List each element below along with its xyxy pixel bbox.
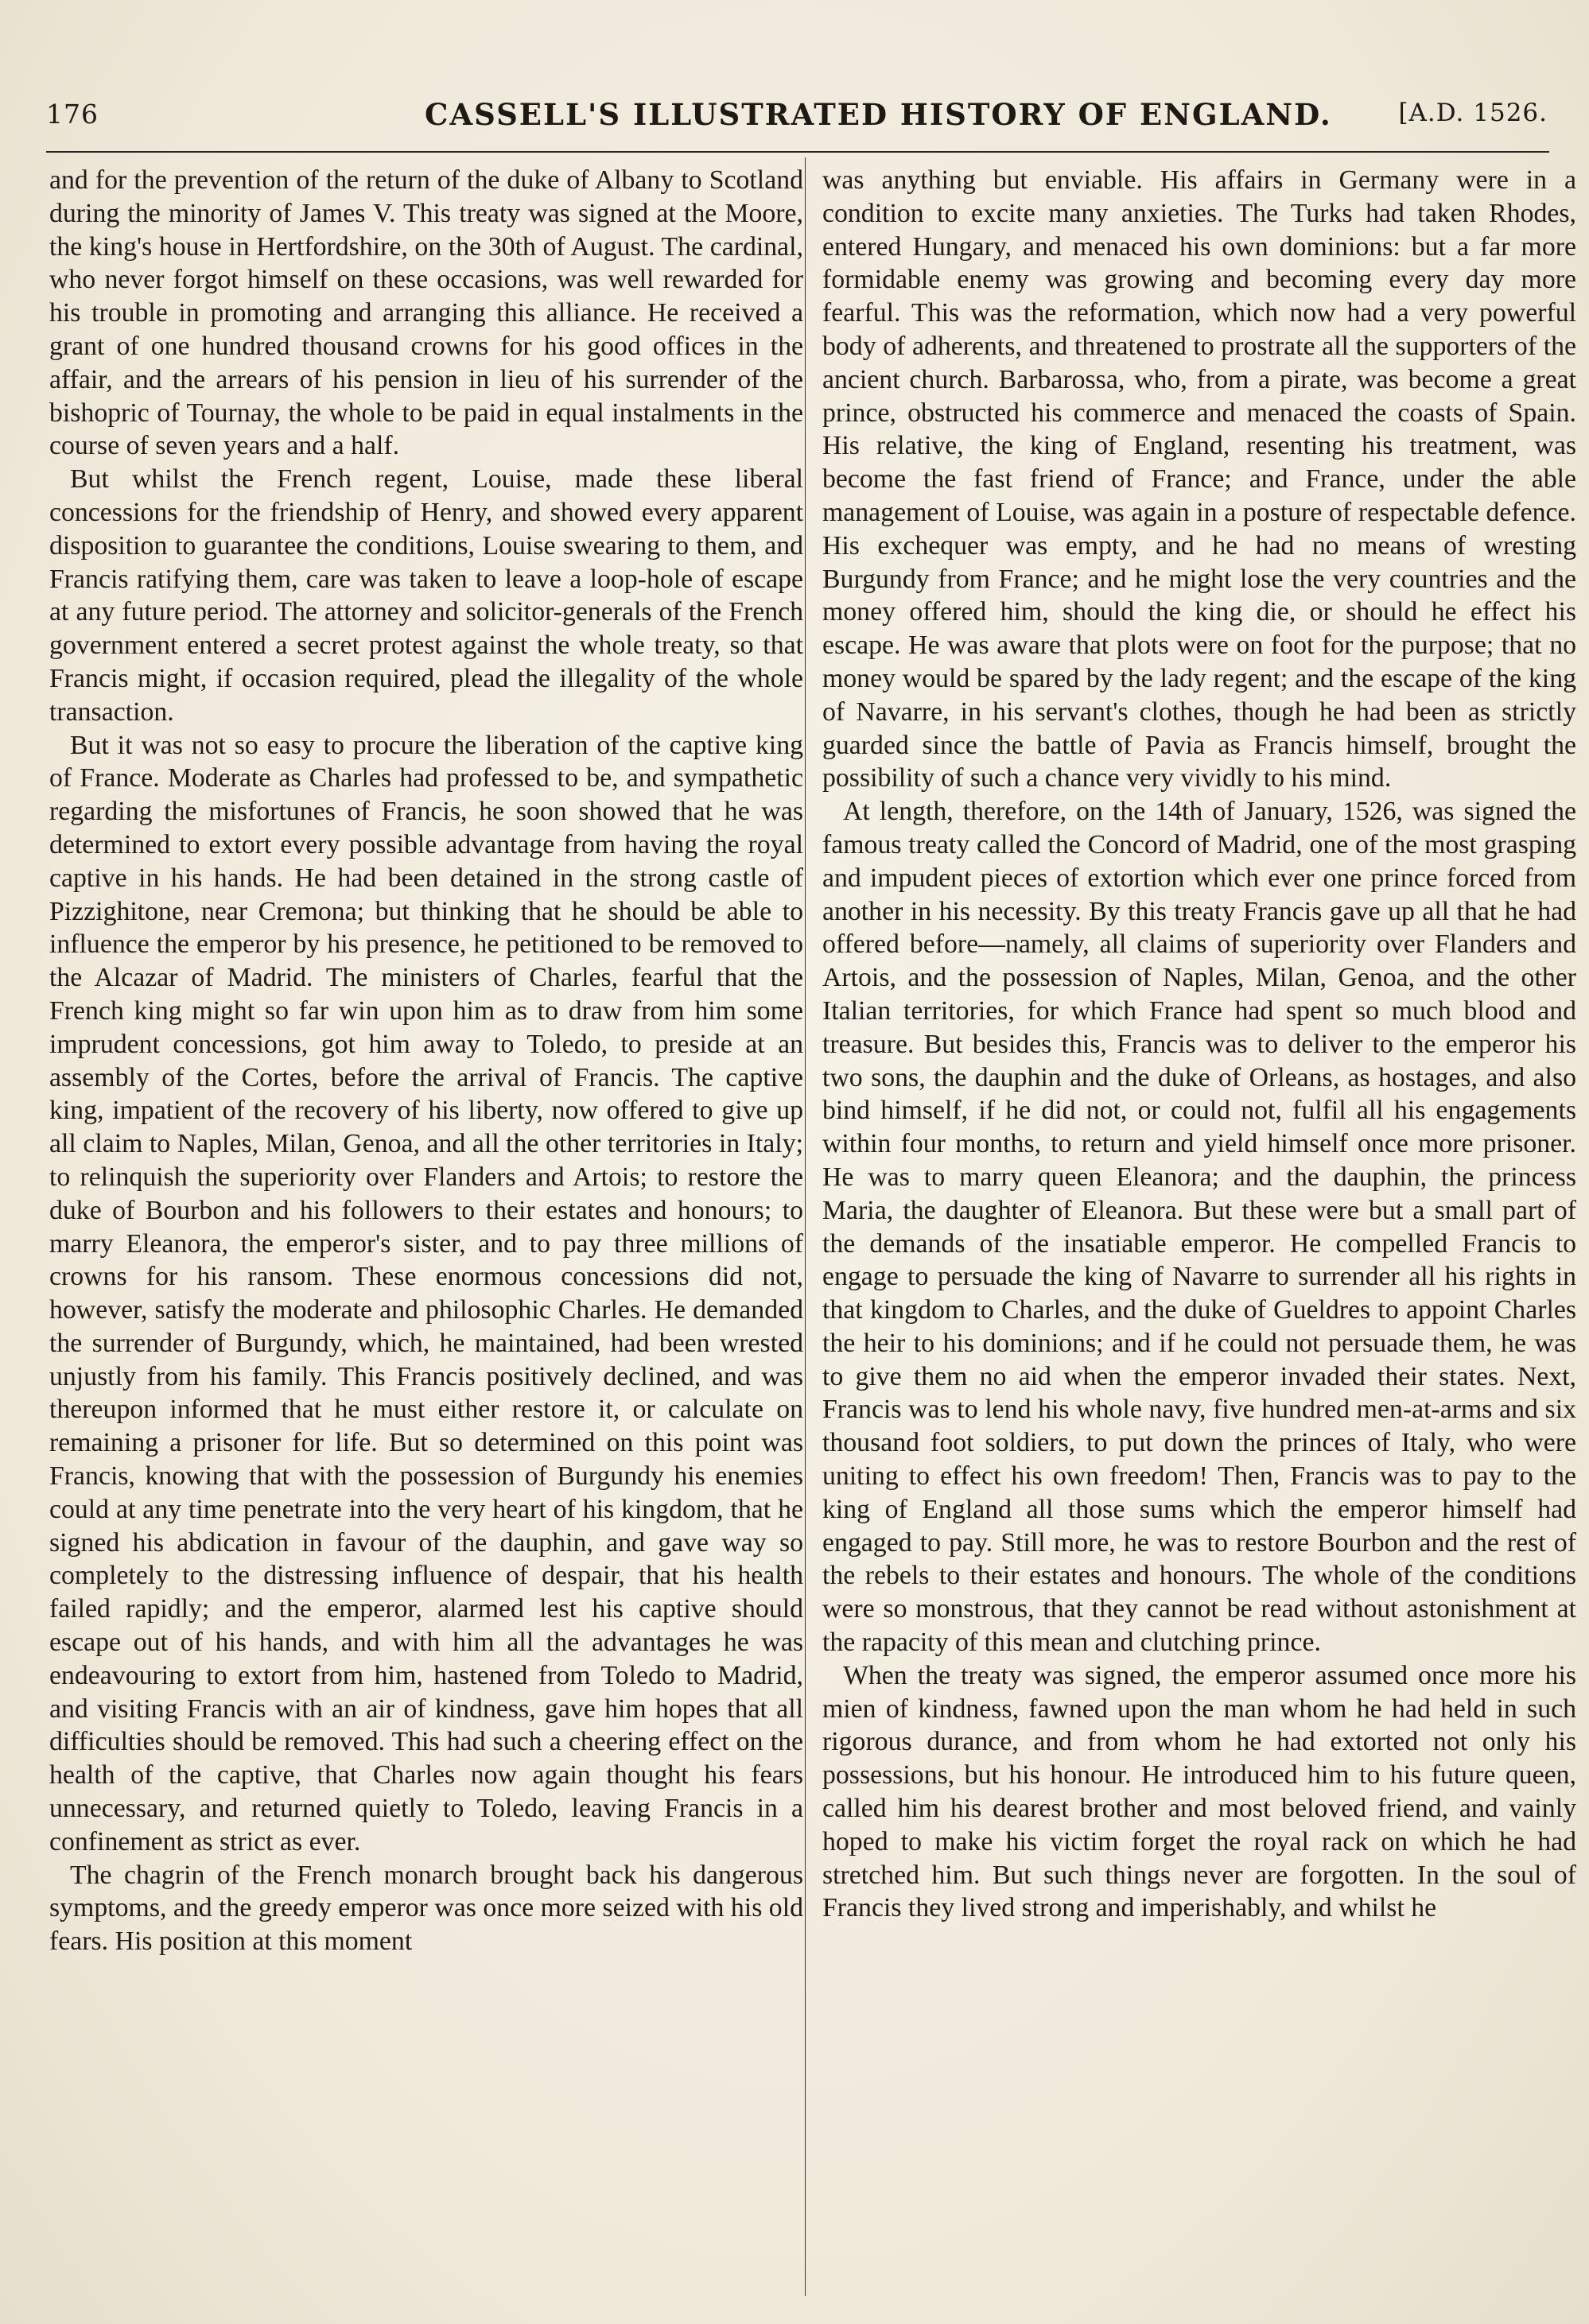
paragraph: But whilst the French regent, Louise, made these liberal concessions for the friendship of Henry, and showed every apparent disposition to guarantee the conditions, Louise swearing to them, and Francis ratifying them, care was taken to leave a loop-hole of escape at any future period. The attorney and solicitor-generals of the French government entered a secret protest against the whole treaty, so that Francis might, if occasion required, plead the illegality of the whole transaction. <box>49 464 803 727</box>
date-marker: [A.D. 1526. <box>1398 99 1548 127</box>
paragraph: and for the prevention of the return of the duke of Albany to Scotland during the minority of James V. This treaty was signed at the Moore, the king's house in Hertfordshire, on the 30th of August. The cardinal, who never forgot himself on these occasions, was well rewarded for his trouble in promoting and arranging this alliance. He received a grant of one hundred thousand crowns for his good offices in the affair, and the arrears of his pension in lieu of his surrender of the bishopric of Tournay, the whole to be paid in equal instalments in the course of seven years and a half. <box>49 165 803 461</box>
right-column <box>822 164 1576 1925</box>
running-header <box>46 94 1557 142</box>
header-rule <box>46 151 1549 153</box>
paragraph: The chagrin of the French monarch brought back his dangerous symptoms, and the greedy emperor was once more seized with his old fears. His position at this moment <box>49 1860 803 1957</box>
paragraph: At length, therefore, on the 14th of January, 1526, was signed the famous treaty called the Concord of Madrid, one of the most grasping and impudent pieces of extortion which ever one prince forced from another in his necessity. By this treaty Francis gave up all that he had offered before—namely, all claims of superiority over Flanders and Artois, and the possession of Naples, Milan, Genoa, and the other Italian territories, for which France had spent so much blood and treasure. But besides this, Francis was to deliver to the emperor his two sons, the dauphin and the duke of Orleans, as hostages, and also bind himself, if he did not, or could not, fulfil all his engagements within four months, to return and yield himself once more prisoner. He was to marry queen Eleanora; and the dauphin, the princess Maria, the daughter of Eleanora. But these were but a small part of the demands of the insatiable emperor. He compelled Francis to engage to persuade the king of Navarre to surrender all his rights in that kingdom to Charles, and the duke of Gueldres to appoint Charles the heir to his dominions; and if he could not persuade them, he was to give them no aid when the emperor invaded their states. Next, Francis was to lend his whole navy, five hundred men-at-arms and six thousand foot soldiers, to put down the princes of Italy, who were uniting to effect his own freedom! Then, Francis was to pay to the king of England all those sums which the emperor himself had engaged to pay. Still more, he was to restore Bourbon and the rest of the rebels to their estates and honours. The whole of the conditions were so monstrous, that they cannot be read without astonishment at the rapacity of this mean and clutching prince. <box>822 797 1576 1658</box>
column-divider <box>805 157 806 2296</box>
left-column <box>49 164 803 1958</box>
paragraph: But it was not so easy to procure the liberation of the captive king of France. Moderate as Charles had professed to be, and sympathetic regarding the misfortunes of Francis, he soon showed that he was determined to extort every possible advantage from having the royal captive in his hands. He had been detained in the strong castle of Pizzighitone, near Cremona; but thinking that he should be able to influence the emperor by his presence, he petitioned to be removed to the Alcazar of Madrid. The ministers of Charles, fearful that the French king might so far win upon him as to draw from him some imprudent concessions, got him away to Toledo, to preside at an assembly of the Cortes, before the arrival of Francis. The captive king, impatient of the recovery of his liberty, now offered to give up all claim to Naples, Milan, Genoa, and all the other territories in Italy; to relinquish the superiority over Flanders and Artois; to restore the duke of Bourbon and his followers to their estates and honours; to marry Eleanora, the emperor's sister, and to pay three millions of crowns for his ransom. These enormous concessions did not, however, satisfy the moderate and philosophic Charles. He demanded the surrender of Burgundy, which, he maintained, had been wrested unjustly from his family. This Francis positively declined, and was thereupon informed that he must either restore it, or calculate on remaining a prisoner for life. But so determined on this point was Francis, knowing that with the possession of Burgundy his enemies could at any time penetrate into the very heart of his kingdom, that he signed his abdication in favour of the dauphin, and gave way so completely to the distressing influence of despair, that his health failed rapidly; and the emperor, alarmed lest his captive should escape out of his hands, and with him all the advantages he was endeavouring to extort from him, hastened from Toledo to Madrid, and visiting Francis with an air of kindness, gave him hopes that all difficulties should be removed. This had such a cheering effect on the health of the captive, that Charles now again thought his fears unnecessary, and returned quietly to Toledo, leaving Francis in a confinement as strict as ever. <box>49 730 803 1856</box>
paragraph: was anything but enviable. His affairs in Germany were in a condition to excite many anxieties. The Turks had taken Rhodes, entered Hungary, and menaced his own dominions: but a far more formidable enemy was growing and becoming every day more fearful. This was the reformation, which now had a very powerful body of adherents, and threatened to prostrate all the supporters of the ancient church. Barbarossa, who, from a pirate, was become a great prince, obstructed his commerce and menaced the coasts of Spain. His relative, the king of England, resenting his treatment, was become the fast friend of France; and France, under the able management of Louise, was again in a posture of respectable defence. His exchequer was empty, and he had no means of wresting Burgundy from France; and he might lose the very countries and the money offered him, should the king die, or should he effect his escape. He was aware that plots were on foot for the purpose; that no money would be spared by the lady regent; and the escape of the king of Navarre, in his servant's clothes, though he had been as strictly guarded since the battle of Pavia as Francis himself, brought the possibility of such a chance very vividly to his mind. <box>822 165 1576 793</box>
page-number: 176 <box>46 99 99 130</box>
running-title: CASSELL'S ILLUSTRATED HISTORY OF ENGLAND. <box>425 97 1332 132</box>
paragraph: When the treaty was signed, the emperor assumed once more his mien of kindness, fawned upon the man whom he had held in such rigorous durance, and from whom he had extorted not only his possessions, but his honour. He introduced him to his future queen, called him his dearest brother and most beloved friend, and vainly hoped to make his victim forget the royal rack on which he had stretched him. But such things never are forgotten. In the soul of Francis they lived strong and imperishably, and whilst he <box>822 1660 1576 1923</box>
